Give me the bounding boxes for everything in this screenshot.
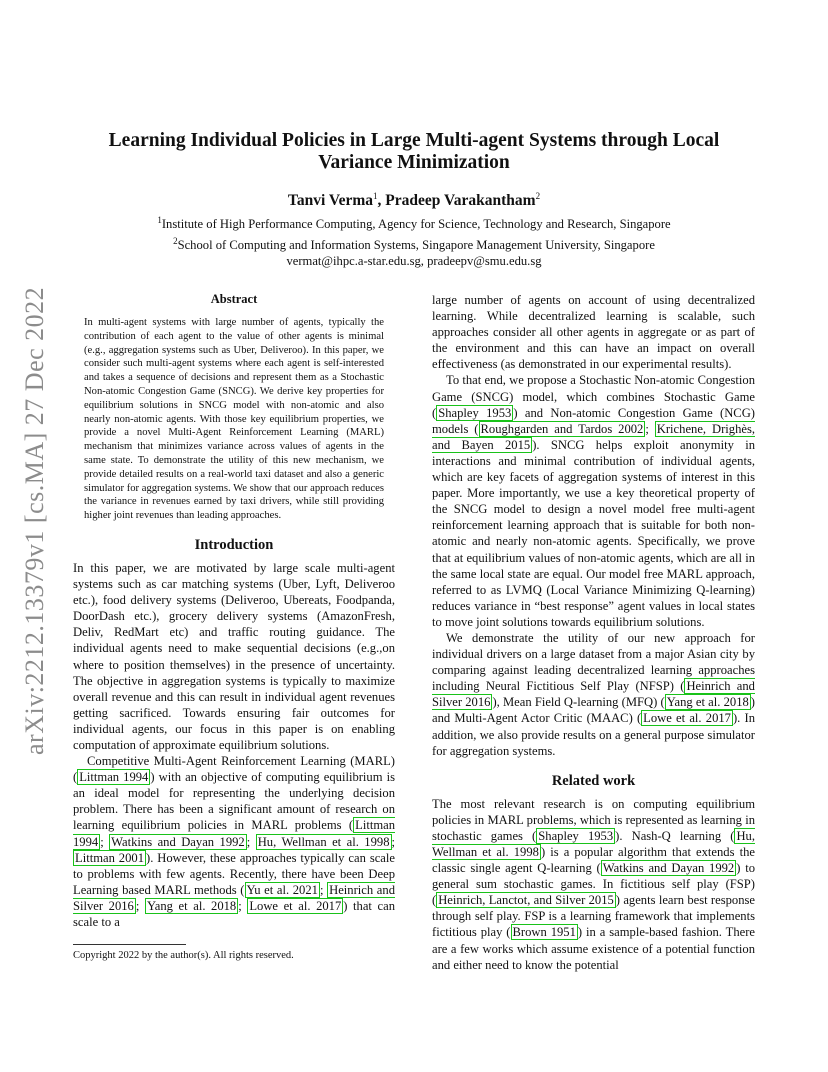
intro-paragraph	[432, 630, 755, 759]
abstract-text: In multi-agent systems with large number of agents, typically the contribution of each agent to the value of other agents is minimal (e.g., aggregation systems such as Uber, Deliveroo). In this paper, we consider such multi-agent systems where each agent is self-interested and takes a sequence of decisions and represent them as a Stochastic Non-atomic Congestion Game (SNCG). We derive key properties for equilibrium solutions in SNCG model with non-atomic and also nearly non-atomic agents. With those key equilibrium properties, we provide a novel Multi-Agent Reinforcement Learning (MARL) mechanism that minimizes variance across values of agents in the same state. To demonstrate the utility of this new mechanism, we provide detailed results on a real-world taxi dataset and also a generic simulator for aggregation systems. We show that our approach reduces the variance in revenues earned by taxi drivers, while still providing higher joint revenues than leading approaches.	[84, 317, 384, 522]
related-work-paragraph	[432, 796, 755, 973]
author-separator: ,	[377, 192, 386, 210]
citation-link[interactable]: Watkins and Dayan 1992	[111, 834, 245, 849]
intro-paragraph	[432, 372, 755, 630]
author-emails: vermat@ihpc.a-star.edu.sg, pradeepv@smu.edu.sg	[286, 254, 542, 269]
affiliation-line	[80, 212, 748, 233]
citation-link[interactable]: Littman 1994	[73, 818, 395, 849]
footnote-rule	[73, 944, 186, 945]
abstract-heading: Abstract	[210, 292, 258, 306]
text-run: ) and Non-atomic Congestion Game (NCG) models (	[432, 405, 755, 436]
citation-link[interactable]: Hu, Wellman et al. 1998	[432, 828, 755, 859]
text-run: ;	[238, 898, 248, 913]
citation-link[interactable]: Brown 1951	[512, 925, 576, 940]
intro-paragraph: large number of agents on account of using decentralized learning. While decentralized learning is scalable, such approaches consider all other agents in aggregate or as part of the environment and this can have an impact on overall effectiveness (as demonstrated in our experimental results).	[432, 293, 755, 372]
introduction-heading: Introduction	[194, 536, 274, 553]
left-column	[73, 292, 395, 961]
affiliations	[80, 212, 748, 270]
citation-link[interactable]: Yang et al. 2018	[146, 898, 237, 913]
right-column	[432, 292, 755, 973]
text-run: ). SNCG helps exploit anonymity in interactions and minimal contribution of individual agents, which are key facets of aggregation systems of interest in this paper. More importantly, we use a key theoretical property of the SNCG model to design a novel model free multi-agent reinforcement learning approach that is suitable for both non-atomic and nearly non-atomic agents. Specifically, we prove that at equilibrium values of non-atomic agents, which are all in the same local state are equal. Our model free MARL approach, referred to as LVMQ (Local Variance Minimizing Q-learning) reduces variance in “best response” agent values in local states to move joint solutions towards equilibrium solutions.	[432, 437, 755, 629]
text-run: We demonstrate the utility of our new approach for individual drivers on a large dataset from a major Asian city by comparing against leading decentralized learning approaches including Neural Fictitious Self Play (NFSP) (	[432, 630, 755, 694]
citation-link[interactable]: Hu, Wellman et al. 1998	[257, 834, 390, 849]
related-work-heading: Related work	[551, 772, 636, 789]
citation-link[interactable]: Lowe et al. 2017	[643, 711, 731, 726]
citation-link[interactable]: Heinrich, Lanctot, and Silver 2015	[438, 893, 614, 908]
affiliation-marker: 1	[373, 191, 378, 201]
citation-link[interactable]: Yang et al. 2018	[666, 695, 749, 710]
text-run: ) to general sum stochastic games. In fictitious self play (FSP) (	[432, 861, 755, 908]
text-run: ;	[100, 834, 110, 849]
text-run: ). In addition, we also provide results on a general purpose simulator for aggregation systems.	[432, 711, 756, 758]
citation-link[interactable]: Yu et al. 2021	[246, 882, 318, 897]
text-run: The most relevant research is on computing equilibrium policies in MARL problems, which is represented as learning in stochastic games (	[432, 796, 755, 843]
text-run: To that end, we propose a Stochastic Non-atomic Congestion Game (SNCG) model, which combines Stochastic Game (	[432, 373, 755, 420]
affiliation-marker: 1	[157, 215, 162, 225]
affiliation-marker: 2	[173, 235, 178, 246]
citation-link[interactable]: Watkins and Dayan 1992	[602, 861, 735, 876]
affiliation-text: Institute of High Performance Computing, Agency for Science, Technology and Research, Singapore	[161, 217, 671, 232]
text-run: ) agents learn best response through self play. FSP is a learning framework that implements fictitious play (	[432, 893, 755, 940]
affiliation-line	[80, 233, 748, 254]
text-run: ) in a sample-based fashion. There are a few works which assume existence of a potential function and either need to know the potential	[432, 925, 755, 972]
text-run: ), Mean Field Q-learning (MFQ) (	[492, 695, 665, 710]
citation-link[interactable]: Littman 2001	[75, 850, 144, 865]
text-run: Competitive Multi-Agent Reinforcement Learning (MARL) (	[73, 754, 395, 785]
citation-link[interactable]: Heinrich and Silver 2016	[432, 679, 755, 710]
text-run: ) that can scale to a	[73, 898, 395, 930]
citation-link[interactable]: Shapley 1953	[538, 828, 614, 843]
arxiv-stamp: arXiv:2212.13379v1 [cs.MA] 27 Dec 2022	[20, 286, 49, 755]
author-name: Tanvi Verma	[287, 192, 374, 210]
intro-paragraph: In this paper, we are motivated by large scale multi-agent systems such as car matching systems (Uber, Lyft, Deliveroo etc.), food delivery systems (Deliveroo, Ubereats, Foodpanda, DoorDash etc.), grocery delivery systems (AmazonFresh, Deliv, RedMart etc) and traffic routing guidance. The individual agents need to make sequential decisions (e.g.,on where to position themselves) in the presence of uncertainty. The objective in aggregation systems is typically to maximize overall revenue and this can result in individual agent revenues getting sacrificed. Towards ensuring fair outcomes for individual agents, our focus in this paper is on enabling computation of approximate equilibrium solutions.	[73, 560, 395, 752]
text-run: ) and Multi-Agent Actor Critic (MAAC) (	[432, 695, 755, 726]
affiliation-marker: 2	[535, 191, 541, 201]
text-run: ;	[135, 898, 145, 913]
citation-link[interactable]: Roughgarden and Tardos 2002	[480, 421, 644, 436]
author-name: Pradeep Varakantham	[385, 192, 536, 210]
text-run: ;	[391, 834, 395, 849]
citation-link[interactable]: Littman 1994	[79, 770, 149, 785]
citation-link[interactable]: Krichene, Drighès, and Bayen 2015	[432, 421, 756, 452]
affiliation-text: School of Computing and Information Systems, Singapore Management University, Singapore	[177, 237, 655, 252]
text-run: ). However, these approaches typically can scale to problems with few agents. Recently, there have been Deep Learning based MARL methods (	[73, 850, 395, 897]
text-run: ) is a popular algorithm that extends the classic single agent Q-learning (	[432, 845, 755, 876]
paper-title: Learning Individual Policies in Large Multi-agent Systems through Local Variance Minimization	[108, 130, 720, 173]
citation-link[interactable]: Shapley 1953	[438, 405, 512, 420]
text-run: ;	[319, 882, 328, 897]
intro-paragraph	[73, 753, 395, 930]
author-list	[80, 191, 748, 210]
text-run: ). Nash-Q learning (	[615, 828, 735, 843]
text-run: ;	[246, 834, 256, 849]
citation-link[interactable]: Lowe et al. 2017	[249, 898, 342, 913]
copyright-notice: Copyright 2022 by the author(s). All rights reserved.	[73, 950, 294, 962]
citation-link[interactable]: Heinrich and Silver 2016	[73, 882, 395, 913]
text-run: ) with an objective of computing equilibrium is an ideal model for representing the underlying decision problem. There has been a significant amount of research on learning equilibrium policies in MARL problems (	[73, 770, 395, 833]
text-run: ;	[645, 421, 655, 436]
